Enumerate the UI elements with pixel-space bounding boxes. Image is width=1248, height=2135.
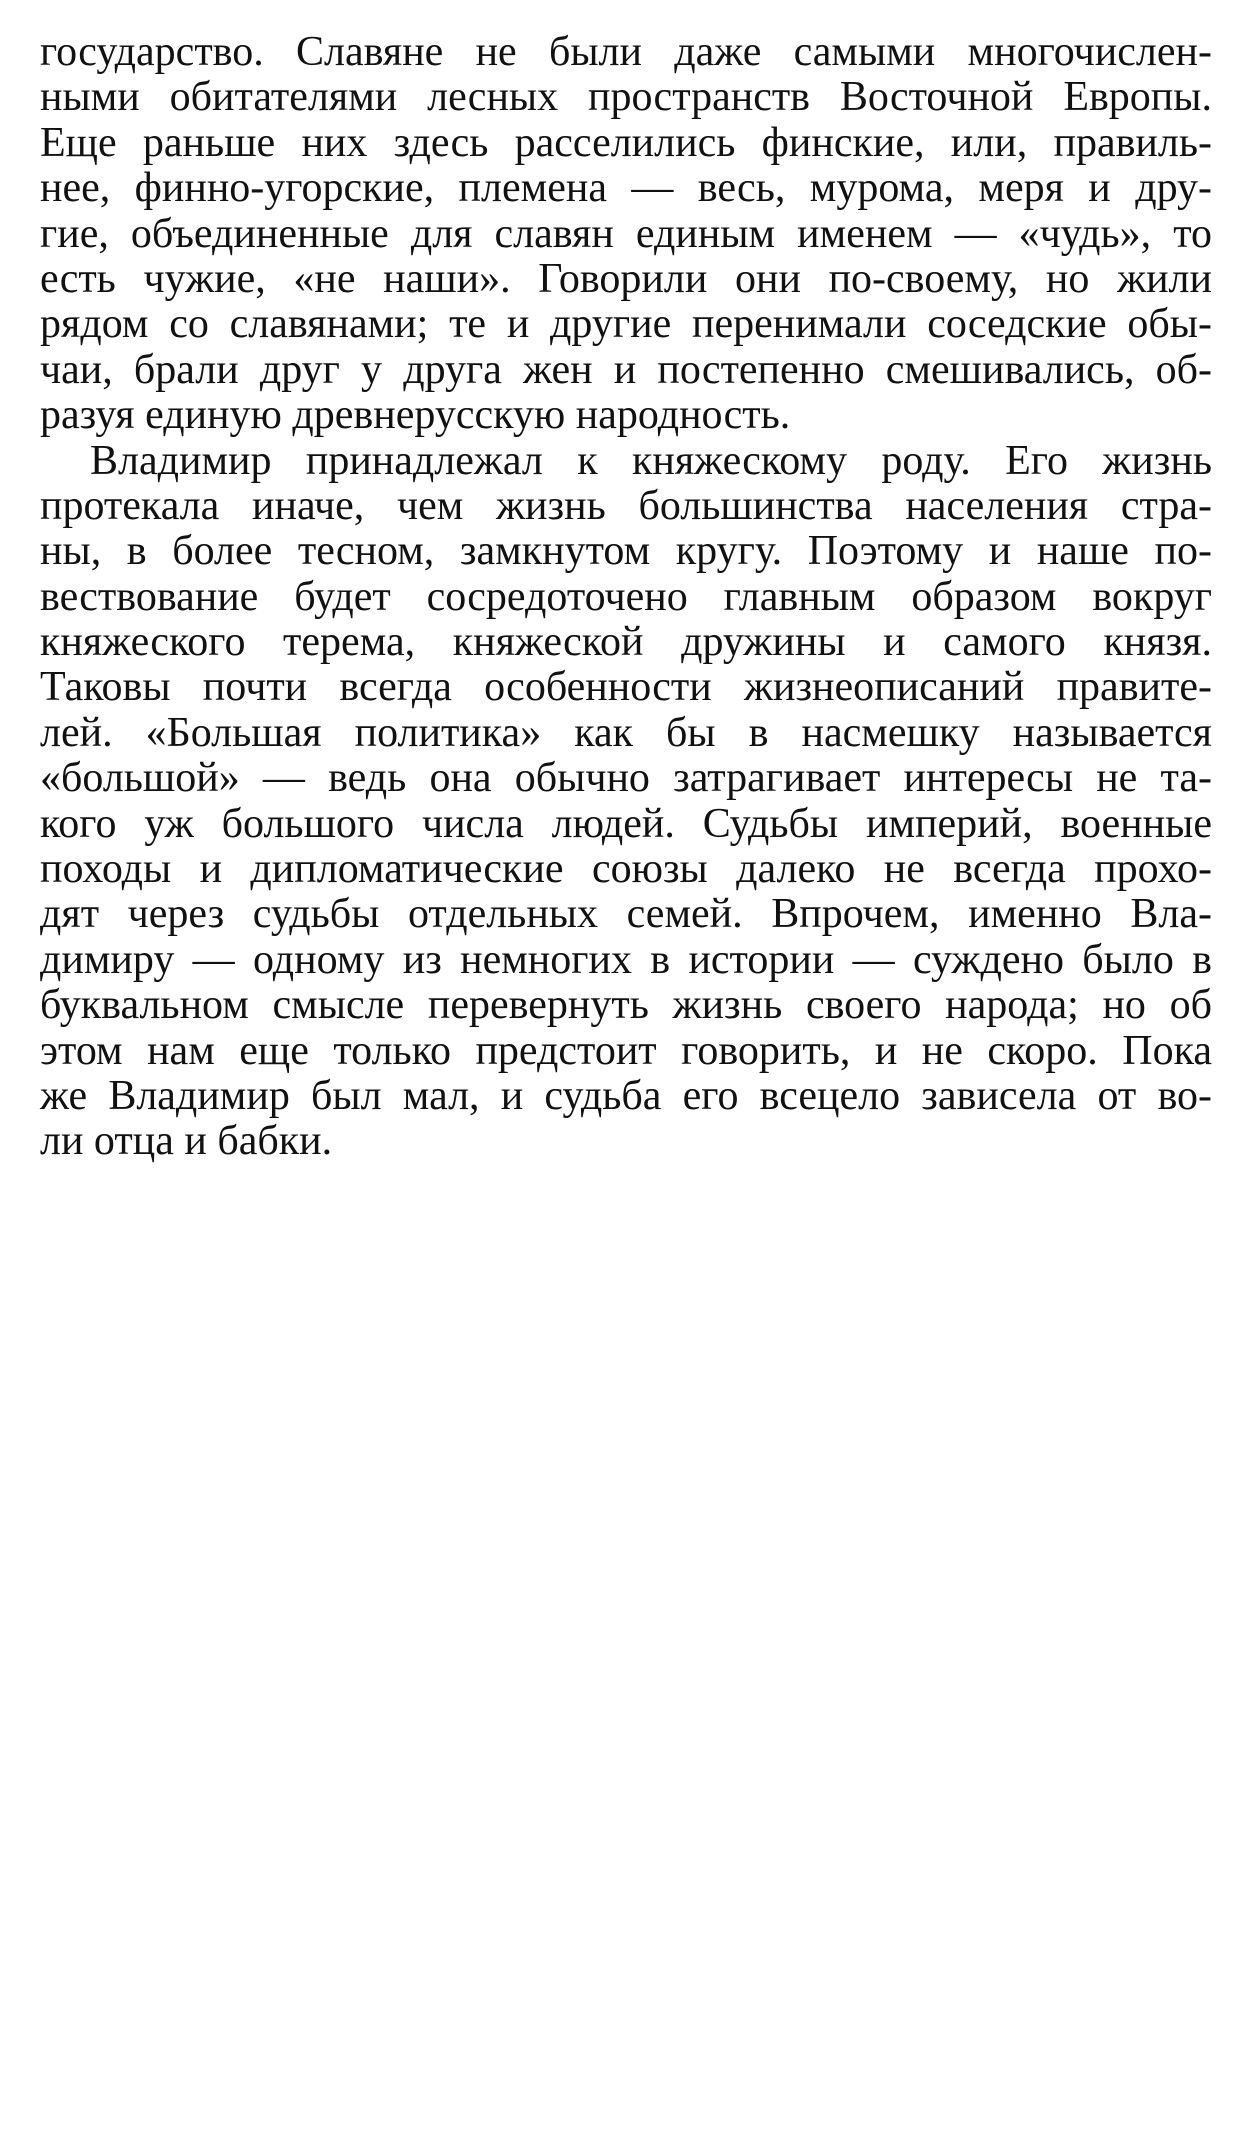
text-line: гие, объединенные для славян единым именем — «чудь», то	[40, 210, 1212, 257]
text-line: ны, в более тесном, замкнутом кругу. Поэтому и наше по-	[40, 528, 1212, 575]
text-line: димиру — одному из немногих в истории — суждено было в	[40, 936, 1212, 983]
text-line: «большой» — ведь она обычно затрагивает интересы не та-	[40, 755, 1212, 802]
text-line: княжеского терема, княжеской дружины и самого князя.	[40, 619, 1212, 666]
text-line: рядом со славянами; те и другие перенимали соседские обы-	[40, 301, 1212, 348]
text-line: Владимир принадлежал к княжескому роду. Его жизнь	[90, 437, 1212, 484]
text-line: разуя единую древнерусскую народность.	[40, 392, 791, 439]
text-line: походы и дипломатические союзы далеко не всегда прохо-	[40, 846, 1212, 893]
text-line: нее, финно-угорские, племена — весь, мурома, меря и дру-	[40, 165, 1212, 212]
text-line: ли отца и бабки.	[40, 1118, 333, 1165]
text-line: ными обитателями лесных пространств Восточной Европы.	[40, 74, 1212, 121]
paragraph-1	[40, 30, 1212, 439]
text-line: есть чужие, «не наши». Говорили они по-своему, но жили	[40, 255, 1212, 302]
text-line: лей. «Большая политика» как бы в насмешку называется	[40, 709, 1212, 756]
text-line: дят через судьбы отдельных семей. Впрочем, именно Вла-	[40, 891, 1212, 938]
text-line: же Владимир был мал, и судьба его всецело зависела от во-	[40, 1072, 1212, 1119]
text-line: чаи, брали друг у друга жен и постепенно смешивались, об-	[40, 346, 1212, 393]
paragraph-2	[40, 439, 1212, 1165]
text-line: вествование будет сосредоточено главным образом вокруг	[40, 573, 1212, 620]
text-line: этом нам еще только предстоит говорить, и не скоро. Пока	[40, 1027, 1212, 1074]
text-line: Таковы почти всегда особенности жизнеописаний правите-	[40, 664, 1212, 711]
text-line: государство. Славяне не были даже самыми многочислен-	[40, 29, 1212, 75]
text-line: Еще раньше них здесь расселились финские, или, правиль-	[40, 119, 1212, 166]
text-line: кого уж большого числа людей. Судьбы империй, военные	[40, 800, 1212, 847]
book-page	[40, 30, 1212, 1165]
text-line: протекала иначе, чем жизнь большинства населения стра-	[40, 482, 1212, 529]
text-line: буквальном смысле перевернуть жизнь своего народа; но об	[40, 982, 1212, 1029]
